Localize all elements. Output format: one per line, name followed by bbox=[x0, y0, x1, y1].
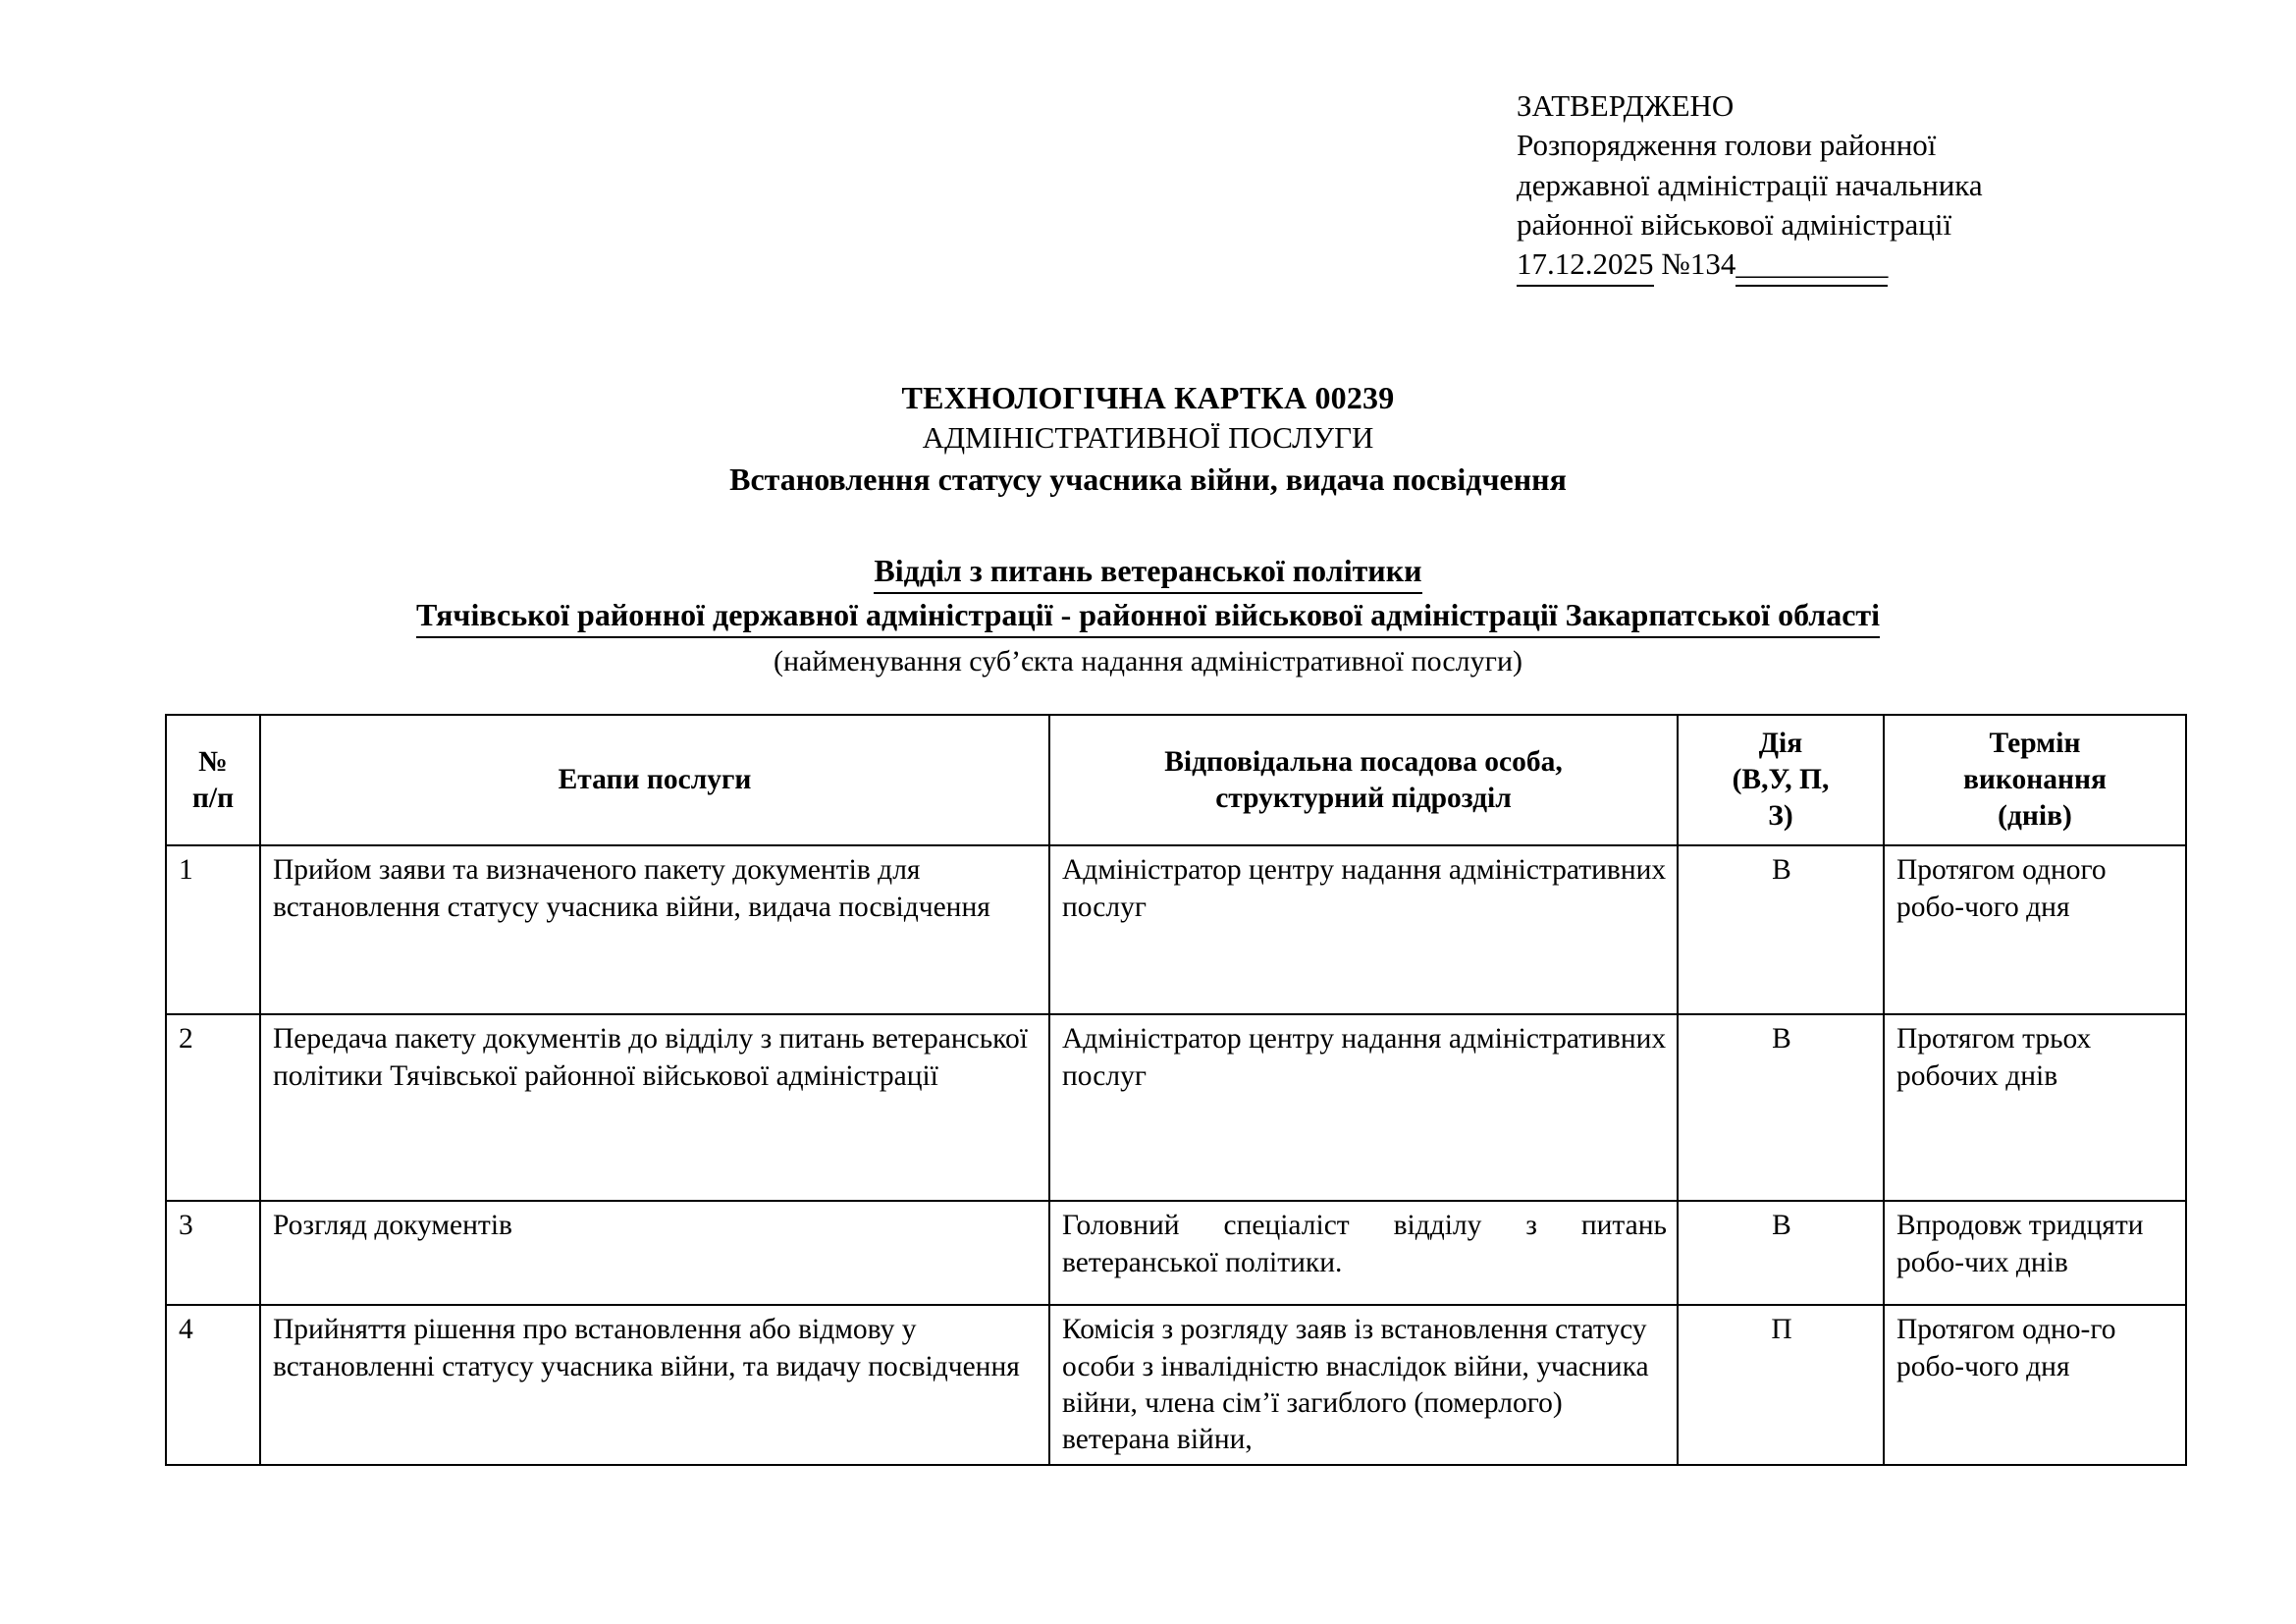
technological-card-table bbox=[165, 714, 2187, 1466]
column-header-responsible-line2: структурний підрозділ bbox=[1215, 782, 1512, 814]
row-stage: Передача пакету документів до відділу з питань ветеранської політики Тячівської районної військової адміністрації bbox=[260, 1014, 1049, 1201]
row-term: Протягом одного робо-чого дня bbox=[1884, 845, 2186, 1014]
row-action: П bbox=[1678, 1305, 1884, 1465]
row-stage: Розгляд документів bbox=[260, 1201, 1049, 1305]
page-title: ТЕХНОЛОГІЧНА КАРТКА 00239 bbox=[901, 380, 1395, 415]
approval-number-tail: __________ bbox=[1735, 244, 1888, 287]
row-number: 1 bbox=[166, 845, 260, 1014]
table-header-row bbox=[166, 715, 2186, 845]
row-action: В bbox=[1678, 845, 1884, 1014]
column-header-action-line2: (В,У, П, bbox=[1732, 764, 1830, 796]
row-number: 2 bbox=[166, 1014, 260, 1201]
column-header-number-line1: № bbox=[198, 745, 228, 778]
approval-date: 17.12.2025 bbox=[1517, 244, 1654, 287]
row-responsible: Комісія з розгляду заяв із встановлення статусу особи з інвалідністю внаслідок війни, учасника війни, члена сім’ї загиблого (померлого) ветерана війни, bbox=[1049, 1305, 1678, 1465]
column-header-term-line3: (днів) bbox=[1998, 800, 2072, 833]
column-header-number bbox=[166, 715, 260, 845]
organization-line-2-text: Тячівської районної державної адміністрації - районної військової адміністрації Закарпатської області bbox=[416, 594, 1880, 638]
column-header-action bbox=[1678, 715, 1884, 845]
table-row bbox=[166, 845, 2186, 1014]
row-term: Впродовж тридцяти робо-чих днів bbox=[1884, 1201, 2186, 1305]
row-responsible: Головний спеціаліст відділу з питань ветеранської політики. bbox=[1049, 1201, 1678, 1305]
approval-block bbox=[1517, 86, 2223, 287]
table-row bbox=[166, 1014, 2186, 1201]
column-header-stage: Етапи послуги bbox=[260, 715, 1049, 845]
approval-line-2: Розпорядження голови районної bbox=[1517, 128, 1937, 163]
approval-line-3: державної адміністрації начальника bbox=[1517, 167, 1983, 202]
organization-line-1-text: Відділ з питань ветеранської політики bbox=[874, 550, 1421, 594]
column-header-term-line2: виконання bbox=[1963, 764, 2107, 796]
row-number: 4 bbox=[166, 1305, 260, 1465]
organization-block bbox=[0, 550, 2296, 680]
approval-number: №134 bbox=[1661, 246, 1736, 282]
row-responsible: Адміністратор центру надання адміністративних послуг bbox=[1049, 1014, 1678, 1201]
row-number: 3 bbox=[166, 1201, 260, 1305]
service-name: Встановлення статусу учасника війни, видача посвідчення bbox=[729, 461, 1567, 498]
organization-line-1 bbox=[0, 550, 2296, 594]
row-action: В bbox=[1678, 1014, 1884, 1201]
column-header-action-line1: Дія bbox=[1758, 728, 1803, 759]
row-term: Протягом одно-го робо-чого дня bbox=[1884, 1305, 2186, 1465]
column-header-responsible-line1: Відповідальна посадова особа, bbox=[1164, 745, 1563, 778]
row-stage: Прийняття рішення про встановлення або відмову у встановленні статусу учасника війни, та видачу посвідчення bbox=[260, 1305, 1049, 1465]
column-header-number-line2: п/п bbox=[191, 782, 235, 814]
title-block bbox=[0, 378, 2296, 501]
approval-line-4: районної військової адміністрації bbox=[1517, 206, 1952, 242]
approval-date-line bbox=[1517, 244, 2223, 287]
column-header-term-line1: Термін bbox=[1989, 728, 2081, 759]
organization-note: (найменування суб’єкта надання адміністративної послуги) bbox=[773, 645, 1523, 678]
row-stage: Прийом заяви та визначеного пакету документів для встановлення статусу учасника війни, видача посвідчення bbox=[260, 845, 1049, 1014]
organization-line-2 bbox=[0, 594, 2296, 638]
row-action: В bbox=[1678, 1201, 1884, 1305]
column-header-term bbox=[1884, 715, 2186, 845]
table-row bbox=[166, 1201, 2186, 1305]
page-subtitle: АДМІНІСТРАТИВНОЇ ПОСЛУГИ bbox=[922, 419, 1374, 455]
approval-line-1: ЗАТВЕРДЖЕНО bbox=[1517, 88, 1735, 123]
row-term: Протягом трьох робочих днів bbox=[1884, 1014, 2186, 1201]
table-row bbox=[166, 1305, 2186, 1465]
row-responsible: Адміністратор центру надання адміністративних послуг bbox=[1049, 845, 1678, 1014]
column-header-responsible bbox=[1049, 715, 1678, 845]
column-header-action-line3: З) bbox=[1768, 800, 1793, 833]
